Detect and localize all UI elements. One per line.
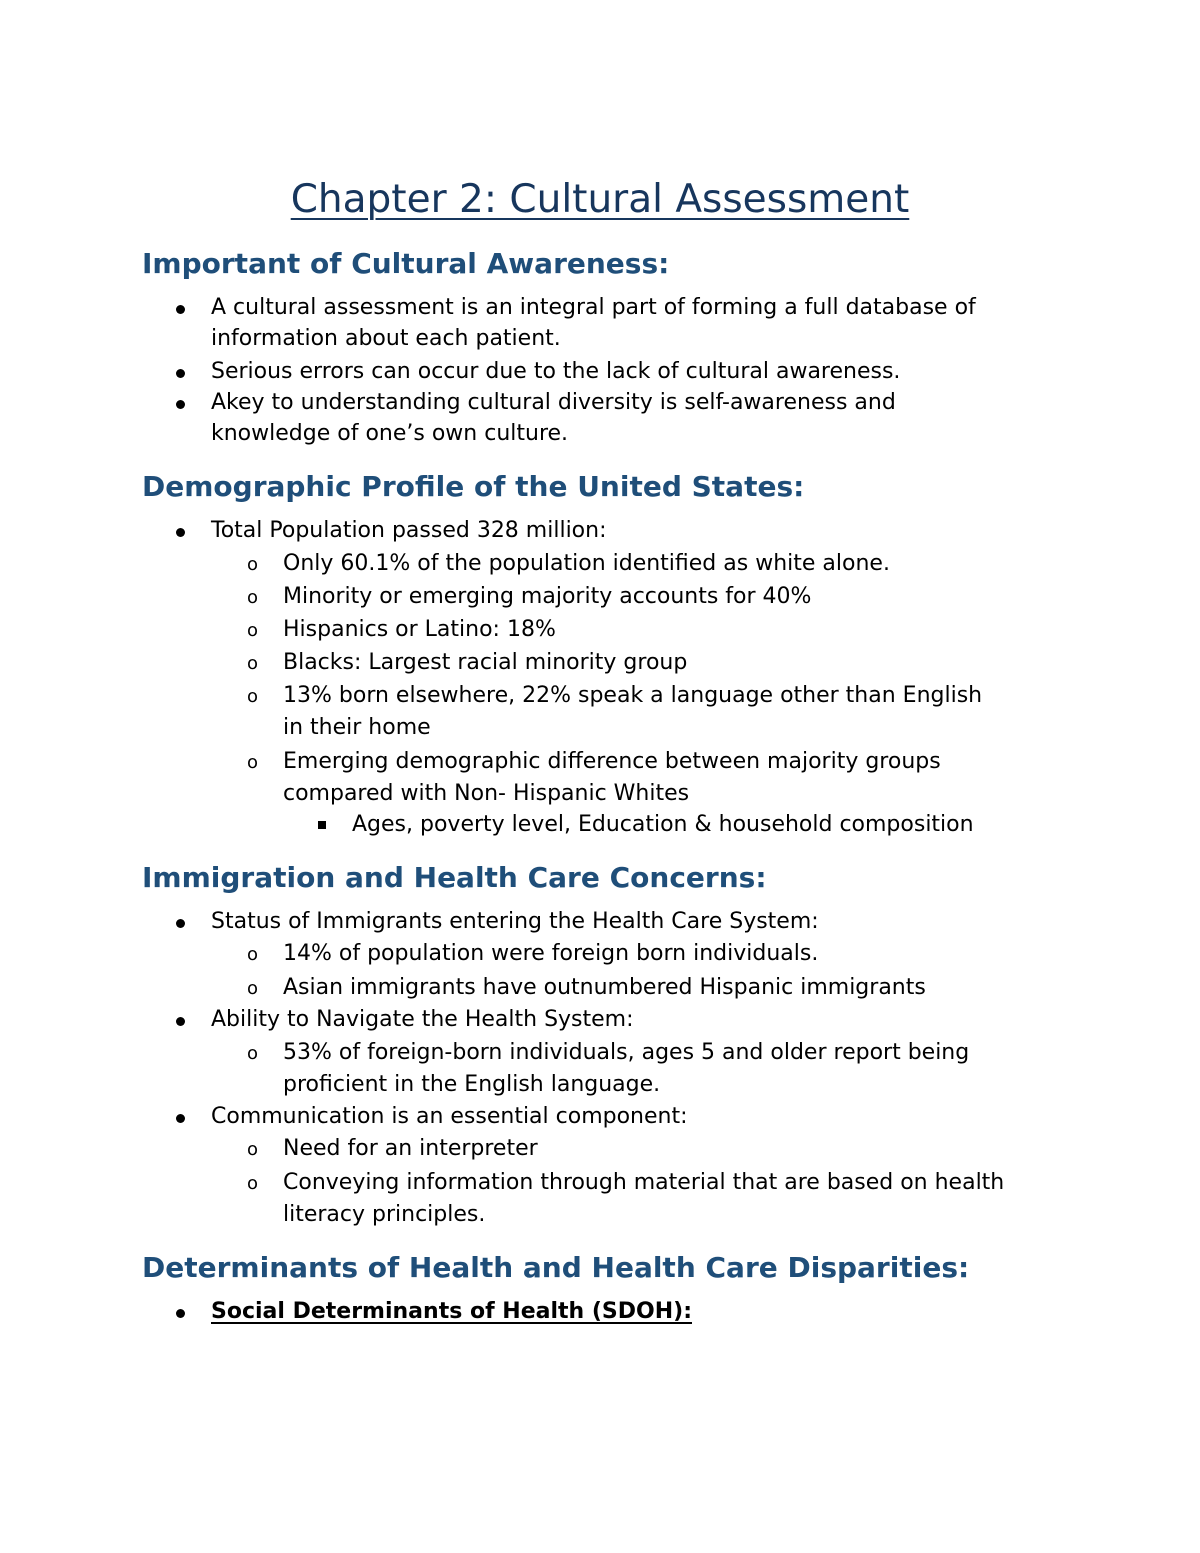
sub-list-item-line: Asian immigrants have outnumbered Hispanic immigrants [283, 975, 926, 1000]
circle-bullet-icon: o [247, 944, 259, 965]
list-item-line: knowledge of one’s own culture. [211, 421, 569, 446]
sub-list-item-line: Need for an interpreter [283, 1136, 538, 1161]
section-heading-cultural-awareness: Important of Cultural Awareness: [142, 247, 670, 280]
list-item-line: information about each patient. [211, 326, 561, 351]
list-item-line: A cultural assessment is an integral part of forming a full database of [211, 295, 976, 320]
section-heading-demographic-profile: Demographic Profile of the United States: [142, 470, 805, 503]
circle-bullet-icon: o [247, 1173, 259, 1194]
sub-sub-list-item-line: Ages, poverty level, Education & household composition [352, 812, 974, 837]
section-heading-determinants: Determinants of Health and Health Care Disparities: [142, 1251, 970, 1284]
list-item-line: Communication is an essential component: [211, 1104, 688, 1129]
sub-list-item-line: compared with Non- Hispanic Whites [283, 781, 690, 806]
sub-list-item-line: proficient in the English language. [283, 1072, 661, 1097]
sub-list-item-line: Blacks: Largest racial minority group [283, 650, 688, 675]
sub-list-item-line: 14% of population were foreign born individuals. [283, 941, 819, 966]
list-item-line: Status of Immigrants entering the Health Care System: [211, 909, 819, 934]
page-title: Chapter 2: Cultural Assessment [290, 177, 910, 222]
bullet-icon [176, 1309, 185, 1318]
bullet-icon [176, 305, 185, 314]
sub-list-item-line: Conveying information through material that are based on health [283, 1170, 1005, 1195]
circle-bullet-icon: o [247, 686, 259, 707]
sub-list-item-line: 13% born elsewhere, 22% speak a language other than English [283, 683, 983, 708]
list-item-line: Total Population passed 328 million: [211, 518, 607, 543]
bullet-icon [176, 1114, 185, 1123]
list-item-line: Serious errors can occur due to the lack of cultural awareness. [211, 359, 901, 384]
list-item-line: Akey to understanding cultural diversity is self-awareness and [211, 390, 896, 415]
circle-bullet-icon: o [247, 752, 259, 773]
square-bullet-icon [318, 821, 326, 829]
circle-bullet-icon: o [247, 587, 259, 608]
circle-bullet-icon: o [247, 978, 259, 999]
sub-list-item-line: literacy principles. [283, 1202, 486, 1227]
bullet-icon [176, 400, 185, 409]
bullet-icon [176, 919, 185, 928]
bullet-icon [176, 1017, 185, 1026]
circle-bullet-icon: o [247, 1043, 259, 1064]
circle-bullet-icon: o [247, 620, 259, 641]
sub-list-item-line: 53% of foreign-born individuals, ages 5 and older report being [283, 1040, 970, 1065]
circle-bullet-icon: o [247, 554, 259, 575]
list-item-line: Ability to Navigate the Health System: [211, 1007, 634, 1032]
bullet-icon [176, 528, 185, 537]
circle-bullet-icon: o [247, 1139, 259, 1160]
sub-list-item-line: Hispanics or Latino: 18% [283, 617, 556, 642]
sub-list-item-line: Minority or emerging majority accounts for 40% [283, 584, 812, 609]
section-heading-immigration: Immigration and Health Care Concerns: [142, 861, 767, 894]
circle-bullet-icon: o [247, 653, 259, 674]
sub-list-item-line: Emerging demographic difference between majority groups [283, 749, 941, 774]
sub-list-item-line: in their home [283, 715, 431, 740]
list-item-line-sdoh: Social Determinants of Health (SDOH): [211, 1299, 692, 1324]
sub-list-item-line: Only 60.1% of the population identified as white alone. [283, 551, 890, 576]
bullet-icon [176, 369, 185, 378]
